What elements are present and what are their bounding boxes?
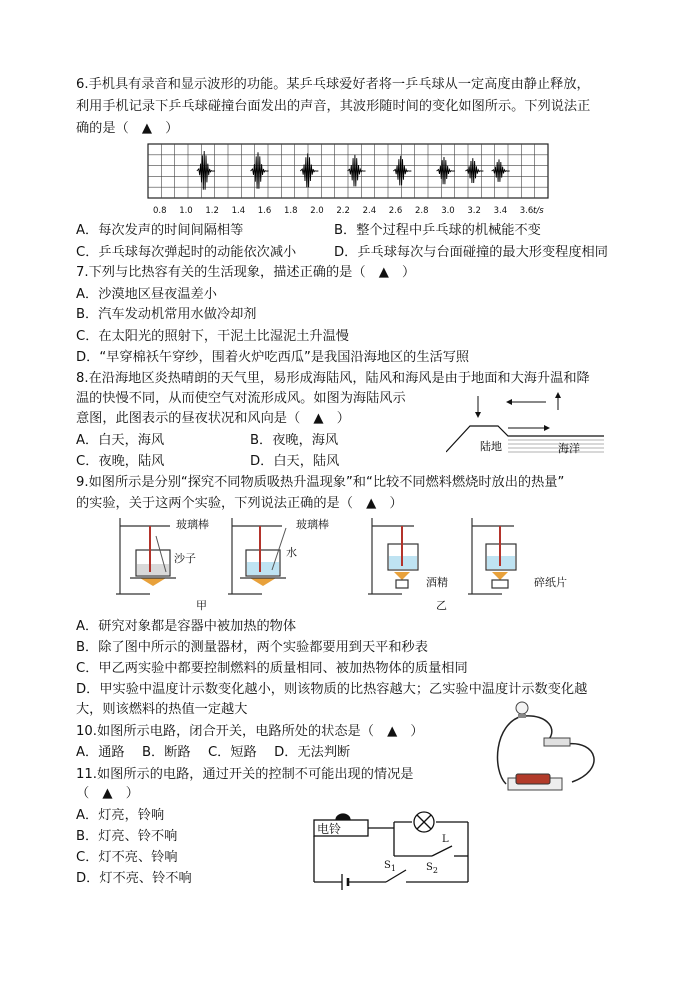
time-tick-label: 1.2 (205, 206, 219, 216)
setup-yi-label: 乙 (436, 599, 447, 612)
q9-option-a: A．研究对象都是容器中被加热的物体 (76, 619, 297, 634)
paper-label: 碎纸片 (534, 576, 567, 589)
q10-options: A．通路 B．断路 C．短路 D．无法判断 (76, 745, 351, 760)
sea-label: 海洋 (558, 442, 580, 455)
q9-option-c: C．甲乙两实验中都要控制燃料的质量相同、被加热物体的质量相同 (76, 661, 468, 676)
time-tick-label: 0.8 (153, 206, 167, 216)
q7-option-a: A．沙漠地区昼夜温差小 (76, 287, 217, 302)
sand-label: 沙子 (174, 552, 196, 565)
q6-stem-line3: 确的是（ ▲ ） (76, 121, 179, 136)
wire-top (524, 716, 552, 740)
q11-option-b: B．灯亮、铃不响 (76, 829, 178, 844)
wire-right (566, 744, 594, 782)
q9-stem-line1: 9.如图所示是分别“探究不同物质吸热升温现象”和“比较不同燃料燃烧时放出的热量” (76, 475, 565, 490)
q11-stem-line2: （ ▲ ） (76, 786, 139, 801)
q10-stem: 10.如图所示电路，闭合开关，电路所处的状态是（ ▲ ） (76, 724, 424, 739)
glass-rod-label-2: 玻璃棒 (296, 518, 329, 531)
q6-stem-line2: 利用手机记录下乒乓球碰撞台面发出的声音，其波形随时间的变化如图所示。下列说法正 (76, 99, 591, 114)
q11-option-c: C．灯不亮、铃响 (76, 850, 178, 865)
sea-hatching (508, 440, 604, 452)
time-tick-label: 2.4 (362, 206, 377, 216)
q8-option-c: C．夜晚，陆风 (76, 454, 165, 469)
q6-option-c: C．乒乓球每次弹起时的动能依次减小 (76, 245, 297, 260)
bulb-icon (516, 702, 528, 714)
time-tick-label: 2.8 (415, 206, 429, 216)
lamp-label: L (442, 834, 449, 845)
time-tick-label: 1.0 (179, 206, 193, 216)
q9-option-d-line1: D．甲实验中温度计示数变化越小，则该物质的比热容越大；乙实验中温度计示数变化越 (76, 682, 588, 697)
setup-jia-label: 甲 (196, 599, 207, 612)
q9-experiment-figure (110, 514, 590, 614)
q11-stem-line1: 11.如图所示的电路，通过开关的控制不可能出现的情况是 (76, 767, 414, 782)
q6-waveform-figure (146, 143, 552, 217)
time-tick-label: 1.4 (231, 206, 246, 216)
time-tick-label: 1.6 (257, 206, 272, 216)
switch-s2 (432, 846, 452, 856)
time-tick-label: 3.2 (467, 206, 481, 216)
q6-option-d: D．乒乓球每次与台面碰撞的最大形变程度相同 (334, 245, 608, 260)
q7-option-d: D．“早穿棉袄午穿纱，围着火炉吃西瓜”是我国沿海地区的生活写照 (76, 350, 470, 365)
q6-stem-line1: 6.手机具有录音和显示波形的功能。某乒乓球爱好者将一乒乓球从一定高度由静止释放， (76, 77, 590, 92)
q8-stem-line2: 温的快慢不同，从而使空气对流形成风。如图为海陆风示 (76, 391, 406, 406)
bell-dome-icon (336, 814, 350, 820)
time-tick-label: 3.4 (493, 206, 508, 216)
bell-label: 电铃 (317, 822, 342, 836)
q10-circuit-figure (488, 700, 610, 796)
glass-rod-label-1: 玻璃棒 (176, 518, 209, 531)
time-tick-label: 3.6 (519, 206, 534, 216)
q6-option-b: B．整个过程中乒乓球的机械能不变 (334, 223, 541, 238)
q7-option-b: B．汽车发动机常用水做冷却剂 (76, 307, 257, 322)
time-axis-ticks (153, 206, 533, 216)
q11-option-d: D．灯不亮、铃不响 (76, 871, 192, 886)
q6-option-a: A．每次发声的时间间隔相等 (76, 223, 244, 238)
q11-circuit-diagram (306, 808, 476, 892)
q9-option-d-line2: 大，则该燃料的热值一定越大 (76, 702, 248, 717)
setup-sand (116, 518, 176, 594)
q8-stem-line1: 8.在沿海地区炎热晴朗的天气里，易形成海陆风，陆风和海风是由于地面和大海升温和降 (76, 371, 590, 386)
switch-icon (544, 738, 570, 746)
q11-option-a: A．灯亮，铃响 (76, 808, 165, 823)
q9-option-b: B．除了图中所示的测量器材，两个实验都要用到天平和秒表 (76, 640, 428, 655)
q8-sea-land-breeze-diagram (446, 392, 616, 458)
q8-option-b: B．夜晚，海风 (250, 433, 339, 448)
time-tick-label: 1.8 (284, 206, 298, 216)
time-tick-label: 2.0 (310, 206, 324, 216)
setup-alcohol (368, 518, 418, 594)
time-tick-label: 2.2 (336, 206, 350, 216)
q9-stem-line2: 的实验，关于这两个实验，下列说法正确的是（ ▲ ） (76, 496, 403, 511)
water-label: 水 (286, 546, 297, 559)
s1-label: $S_1$ (384, 860, 396, 873)
s2-label: $S_2$ (426, 862, 438, 875)
setup-paper (468, 518, 516, 594)
q8-stem-line3: 意图，此图表示的昼夜状况和风向是（ ▲ ） (76, 411, 350, 426)
time-axis-unit: t/s (533, 206, 544, 216)
land-label: 陆地 (480, 440, 502, 453)
time-tick-label: 3.0 (441, 206, 455, 216)
battery-icon (516, 774, 550, 784)
q8-option-a: A．白天，海风 (76, 433, 165, 448)
q7-option-c: C．在太阳光的照射下，干泥土比湿泥土升温慢 (76, 329, 349, 344)
q7-stem: 7.下列与比热容有关的生活现象，描述正确的是（ ▲ ） (76, 265, 416, 280)
switch-s1 (386, 870, 406, 882)
time-tick-label: 2.6 (388, 206, 403, 216)
setup-water (228, 518, 286, 594)
q8-option-d: D．白天，陆风 (250, 454, 340, 469)
alcohol-label: 酒精 (426, 576, 448, 589)
